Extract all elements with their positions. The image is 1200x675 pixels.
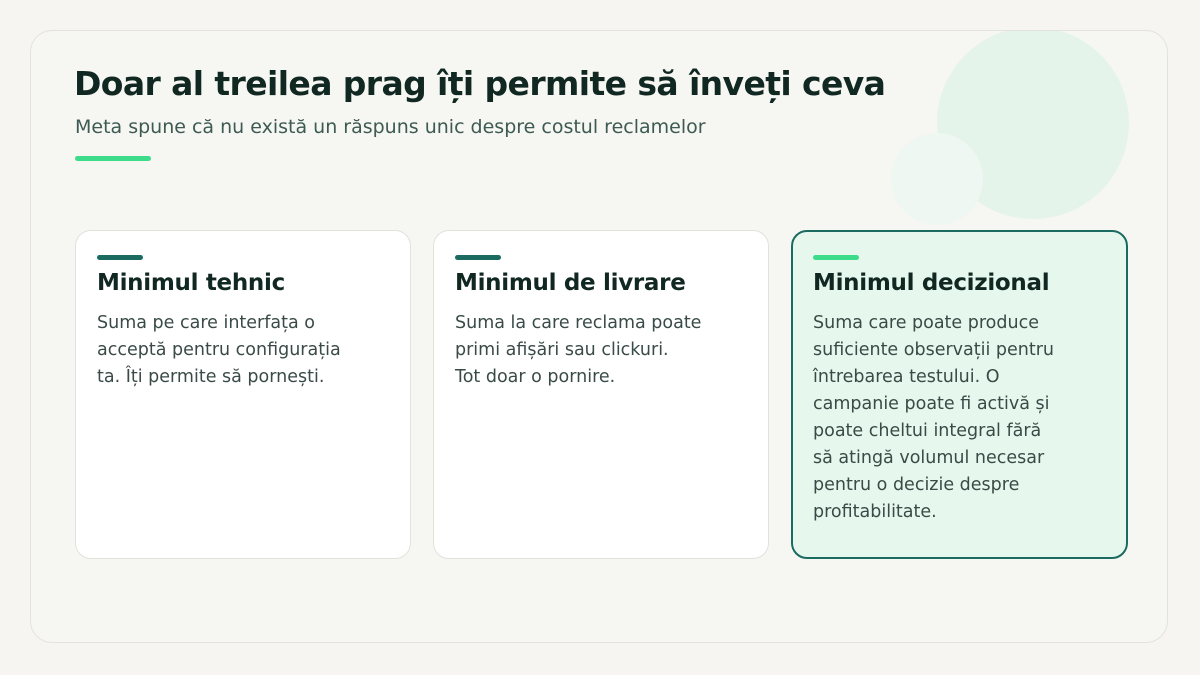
card-title: Minimul decizional [813,270,1050,296]
slide-panel [30,30,1168,643]
card-technical-minimum [75,230,411,559]
card-accent-bar [455,255,501,260]
card-text: Suma care poate produce suficiente observații pentru întrebarea testului. O campanie poate fi activă și poate cheltui integral fără să atingă volumul necesar pentru o decizie despre profitabilitate. [813,313,1055,522]
decorative-circle-small [891,133,983,225]
card-decision-minimum [791,230,1128,559]
card-accent-bar [813,255,859,260]
card-accent-bar [97,255,143,260]
slide-title: Doar al treilea prag îți permite să înveți ceva [74,64,886,103]
card-text: Suma pe care interfața o acceptă pentru configurația ta. Îți permite să pornești. [97,313,341,387]
card-text: Suma la care reclama poate primi afișări sau clickuri. Tot doar o pornire. [455,313,702,387]
card-title: Minimul de livrare [455,270,686,296]
card-delivery-minimum [433,230,769,559]
slide-subtitle: Meta spune că nu există un răspuns unic despre costul reclamelor [75,116,706,138]
card-title: Minimul tehnic [97,270,285,296]
title-accent-line [75,156,151,161]
